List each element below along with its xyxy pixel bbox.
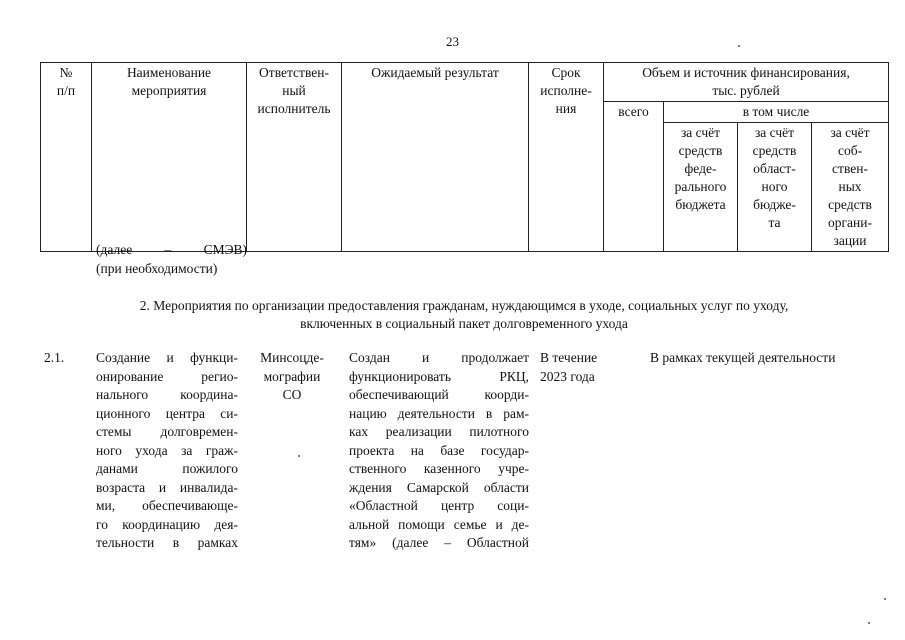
carryover-line-1: (далее – СМЭВ)	[96, 242, 247, 257]
header-regional: за счёт средств област- ного бюдже- та	[738, 123, 812, 252]
row-executor: Минсоцде- мографии СО	[260, 350, 324, 402]
row-finance: В рамках текущей деятельности	[650, 350, 836, 365]
scan-speck	[298, 455, 300, 457]
page-number: 23	[446, 34, 459, 49]
row-term: В течение 2023 года	[540, 350, 598, 384]
header-num: № п/п	[41, 63, 92, 252]
table-header	[40, 62, 889, 252]
header-total: всего	[604, 102, 664, 252]
section-title: 2. Мероприятия по организации предоставления гражданам, нуждающимся в уходе, социальных услуг по уходу, включенных в социальный пакет долговременного ухода	[139, 298, 789, 331]
scan-speck	[868, 622, 870, 624]
row-result: Создан и продолжает функционировать РКЦ, обеспечивающий коорди- нацию деятельности в рам- ках реализации пилотного проекта на базе государ- ственного казенного учре- ждения Самарской области «Областной центр соци- альной помощи семье и де- тям» (далее – Областной	[349, 350, 529, 550]
carryover-line-2: (при необходимости)	[96, 261, 218, 276]
scan-speck	[738, 45, 740, 47]
row-number: 2.1.	[44, 350, 65, 365]
header-executor: Ответствен- ный исполнитель	[247, 63, 342, 252]
header-federal: за счёт средств феде- рального бюджета	[664, 123, 738, 252]
row-name: Создание и функци- онирование регио- нального координа- ционного центра си- стемы долговремен- ного ухода за граж- данами пожилого возраста и инвалида- ми, обеспечивающе- го координацию дея- тельности в рамках	[96, 350, 238, 550]
header-term: Срок исполне- ния	[529, 63, 604, 252]
header-finance: Объем и источник финансирования, тыс. рублей	[604, 63, 889, 102]
header-result: Ожидаемый результат	[342, 63, 529, 252]
header-name: Наименование мероприятия	[92, 63, 247, 252]
header-own: за счёт соб- ствен- ных средств органи- зации	[812, 123, 889, 252]
header-including: в том числе	[664, 102, 889, 123]
scan-speck	[884, 598, 886, 600]
